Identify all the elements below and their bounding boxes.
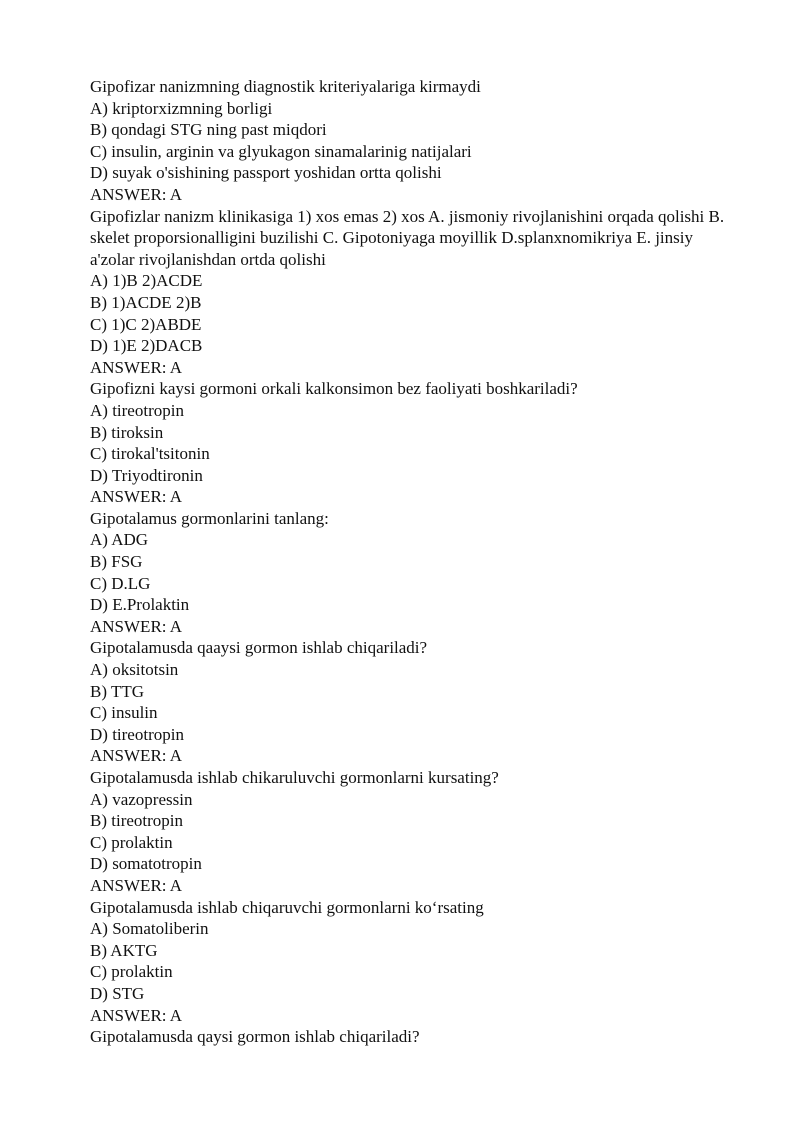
- question-block: [90, 378, 730, 508]
- answer-option: D) suyak o'sishining passport yoshidan ortta qolishi: [90, 163, 442, 183]
- answer-option: A) oksitotsin: [90, 660, 179, 680]
- question-text: Gipotalamus gormonlarini tanlang:: [90, 508, 329, 528]
- question-text: Gipofizar nanizmning diagnostik kriteriyalariga kirmaydi: [90, 77, 481, 96]
- answer-option: D) Triyodtironin: [90, 465, 203, 485]
- answer-option: B) qondagi STG ning past miqdori: [90, 120, 327, 140]
- answer-option: A) vazopressin: [90, 789, 193, 809]
- answer-key: ANSWER: A: [90, 875, 183, 895]
- answer-option: B) tireotropin: [90, 811, 184, 831]
- answer-option: C) tirokal'tsitonin: [90, 444, 210, 464]
- answer-key: ANSWER: A: [90, 616, 183, 636]
- question-block: [90, 1026, 730, 1048]
- question-block: [90, 508, 730, 638]
- answer-option: D) somatotropin: [90, 854, 202, 874]
- answer-option: B) 1)ACDE 2)B: [90, 292, 202, 312]
- answer-key: ANSWER: A: [90, 746, 183, 766]
- answer-option: C) insulin: [90, 703, 158, 723]
- answer-option: D) 1)E 2)DACB: [90, 336, 203, 356]
- answer-option: B) TTG: [90, 681, 144, 701]
- answer-option: A) tireotropin: [90, 400, 184, 420]
- answer-key: ANSWER: A: [90, 357, 183, 377]
- document-content: [90, 76, 730, 1048]
- answer-option: A) Somatoliberin: [90, 919, 209, 939]
- answer-option: D) STG: [90, 983, 145, 1003]
- question-block: [90, 897, 730, 1027]
- answer-key: ANSWER: A: [90, 1005, 183, 1025]
- answer-key: ANSWER: A: [90, 487, 183, 507]
- answer-option: C) prolaktin: [90, 962, 173, 982]
- answer-option: B) tiroksin: [90, 422, 164, 442]
- question-block: [90, 76, 730, 206]
- question-text: Gipotalamusda ishlab chiqaruvchi gormonlarni ko‘rsating: [90, 897, 484, 917]
- question-block: [90, 637, 730, 767]
- question-block: [90, 206, 730, 379]
- question-block: [90, 767, 730, 897]
- answer-option: A) kriptorxizmning borligi: [90, 98, 273, 118]
- answer-option: B) FSG: [90, 552, 143, 572]
- question-text: Gipotalamusda ishlab chikaruluvchi gormonlarni kursating?: [90, 768, 499, 787]
- answer-option: C) D.LG: [90, 573, 151, 593]
- answer-key: ANSWER: A: [90, 184, 183, 204]
- answer-option: C) insulin, arginin va glyukagon sinamalarinig natijalari: [90, 141, 472, 161]
- question-text: Gipofizni kaysi gormoni orkali kalkonsimon bez faoliyati boshkariladi?: [90, 379, 578, 399]
- answer-option: A) 1)B 2)ACDE: [90, 271, 203, 291]
- question-text: Gipofizlar nanizm klinikasiga 1) xos emas 2) xos A. jismoniy rivojlanishini orqada qolishi B. skelet proporsionalligini buzilishi C. Gipotoniyaga moyillik D.splanxnomikriya E. jinsiy a'zolar rivojlanishdan ortda qolishi: [90, 206, 725, 269]
- answer-option: D) E.Prolaktin: [90, 595, 190, 615]
- answer-option: A) ADG: [90, 530, 149, 550]
- question-text: Gipotalamusda qaaysi gormon ishlab chiqariladi?: [90, 638, 428, 658]
- answer-option: C) 1)C 2)ABDE: [90, 314, 202, 334]
- answer-option: B) AKTG: [90, 940, 158, 960]
- answer-option: C) prolaktin: [90, 832, 173, 852]
- answer-option: D) tireotropin: [90, 724, 184, 744]
- question-text: Gipotalamusda qaysi gormon ishlab chiqariladi?: [90, 1027, 420, 1047]
